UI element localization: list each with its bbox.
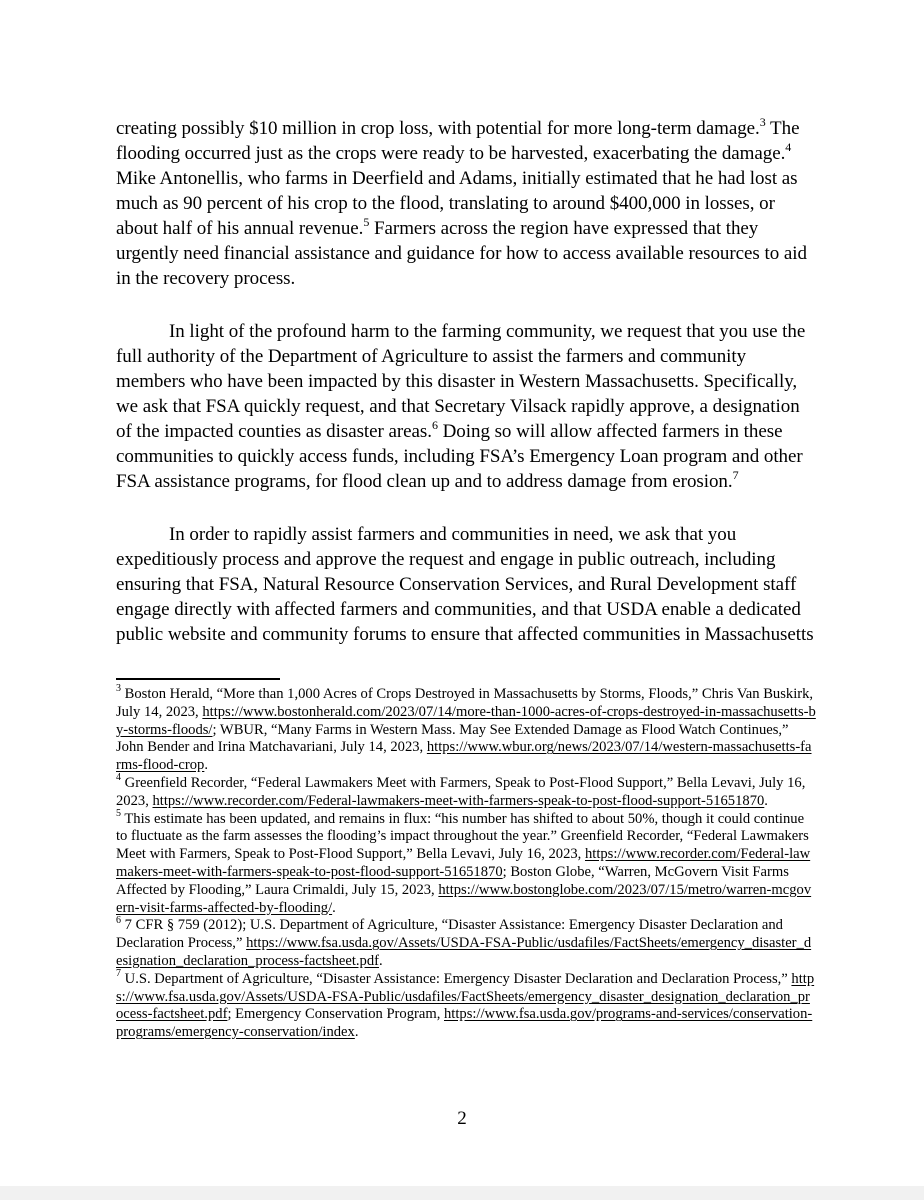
footnote-text: Greenfield Recorder, “Federal Lawmakers Meet with Farmers, Speak to Post-Flood Support,” Bella Levavi, July 16, 2023,	[116, 774, 806, 809]
footnote-ref-6[interactable]: 6	[431, 417, 438, 432]
footnote-link[interactable]: https://www.wbur.org/news/2023/07/14/western-massachusetts-farms-flood-crop	[116, 739, 812, 774]
footnote-text: .	[764, 792, 768, 809]
footnote-link[interactable]: https://www.bostonherald.com/2023/07/14/more-than-1000-acres-of-crops-destroyed-in-massachusetts-by-storms-floods/	[116, 703, 816, 738]
paragraph-crop-loss	[116, 116, 816, 291]
paragraph-text: Mike Antonellis, who farms in Deerfield and Adams, initially estimated that he had lost as much as 90 percent of his crop to the flood, translating to around $400,000 in losses, or about half of his annual revenue.	[116, 168, 798, 239]
footnote-ref-3[interactable]: 3	[759, 114, 766, 129]
footnote-number: 3	[116, 683, 121, 695]
footnote-text: .	[332, 899, 336, 916]
footnote-text: .	[354, 1024, 359, 1041]
footnote-link[interactable]: https://www.recorder.com/Federal-lawmakers-meet-with-farmers-speak-to-post-flood-support-51651870	[152, 792, 765, 809]
footnote-7	[116, 967, 816, 1042]
footnote-link[interactable]: https://www.bostonglobe.com/2023/07/15/metro/warren-mcgovern-visit-farms-affected-by-flooding/	[116, 881, 812, 916]
footnote-link[interactable]: https://www.fsa.usda.gov/programs-and-services/conservation-programs/emergency-conservation/index	[116, 1006, 813, 1041]
footnote-ref-7[interactable]: 7	[732, 467, 739, 482]
footnote-link[interactable]: https://www.recorder.com/Federal-lawmakers-meet-with-farmers-speak-to-post-flood-support-51651870	[116, 846, 811, 880]
paragraph-text: In light of the profound harm to the farming community, we request that you use the full authority of the Department of Agriculture to assist the farmers and community members who have been impacted by this disaster in Western Massachusetts. Specifically, we ask that FSA quickly request, and that Secretary Vilsack rapidly approve, a designation of the impacted counties as disaster areas.	[116, 321, 806, 442]
paragraph-text: creating possibly $10 million in crop loss, with potential for more long-term damage.	[116, 118, 760, 139]
footnotes	[116, 683, 816, 1042]
footnote-text: 7 CFR § 759 (2012); U.S. Department of Agriculture, “Disaster Assistance: Emergency Disaster Declaration and Declaration Process,”	[116, 917, 783, 952]
footnote-text: Boston Herald, “More than 1,000 Acres of Crops Destroyed in Massachusetts by Storms, Floods,” Chris Van Buskirk, July 14, 2023,	[116, 686, 814, 720]
footnote-5	[116, 807, 816, 918]
paragraph-text: Doing so will allow affected farmers in these communities to quickly access funds, including FSA’s Emergency Loan program and other FSA assistance programs, for flood clean up and to address damage from erosion.	[116, 421, 803, 492]
footnote-text: U.S. Department of Agriculture, “Disaster Assistance: Emergency Disaster Declaration and Declaration Process,”	[121, 970, 792, 987]
letter-body	[116, 116, 816, 675]
footnote-separator	[116, 678, 280, 680]
footnote-4	[116, 772, 816, 811]
footnote-number: 7	[116, 967, 121, 979]
footnote-text: ; Emergency Conservation Program,	[227, 1006, 444, 1023]
footnote-ref-4[interactable]: 4	[785, 139, 792, 154]
footnote-3	[116, 683, 816, 775]
footnote-number: 4	[116, 772, 121, 784]
paragraph-request	[116, 319, 816, 494]
footnote-text: This estimate has been updated, and remains in flux: “his number has shifted to about 50%, though it could continue to fluctuate as the farm assesses the flooding’s impact throughout the year.” Greenfield Recorder, “Federal Lawmakers Meet with Farmers, Speak to Post-Flood Support,” Bella Levavi, July 16, 2023,	[116, 810, 809, 863]
paragraph-text: The flooding occurred just as the crops were ready to be harvested, exacerbating the damage.	[116, 118, 800, 164]
footnote-number: 5	[116, 807, 121, 819]
footnote-text: ; Boston Globe, “Warren, McGovern Visit Farms Affected by Flooding,” Laura Crimaldi, July 15, 2023,	[116, 863, 789, 898]
paragraph-outreach	[116, 522, 816, 647]
footnote-link[interactable]: https://www.fsa.usda.gov/Assets/USDA-FSA-Public/usdafiles/FactSheets/emergency_disaster_designation_declaration_process-factsheet.pdf	[116, 970, 815, 1023]
footnote-link[interactable]: https://www.fsa.usda.gov/Assets/USDA-FSA-Public/usdafiles/FactSheets/emergency_disaster_designation_declaration_process-factsheet.pdf	[116, 935, 812, 969]
page-bottom-edge	[0, 1186, 924, 1200]
paragraph-text: In order to rapidly assist farmers and communities in need, we ask that you expeditiously process and approve the request and engage in public outreach, including ensuring that FSA, Natural Resource Conservation Services, and Rural Development staff engage directly with affected farmers and communities, and that USDA enable a dedicated public website and community forums to ensure that affected communities in Massachusetts	[116, 524, 814, 645]
footnote-text: ; WBUR, “Many Farms in Western Mass. May See Extended Damage as Flood Watch Continues,” John Bender and Irina Matchavariani, July 14, 2023,	[116, 721, 789, 756]
paragraph-text: Farmers across the region have expressed that they urgently need financial assistance and guidance for how to access available resources to aid in the recovery process.	[116, 218, 807, 289]
footnote-text: .	[379, 952, 383, 969]
footnote-6	[116, 914, 816, 970]
footnote-text: .	[204, 757, 209, 774]
footnote-ref-5[interactable]: 5	[363, 214, 370, 229]
page-number: 2	[457, 1108, 467, 1129]
footnote-number: 6	[116, 914, 121, 926]
